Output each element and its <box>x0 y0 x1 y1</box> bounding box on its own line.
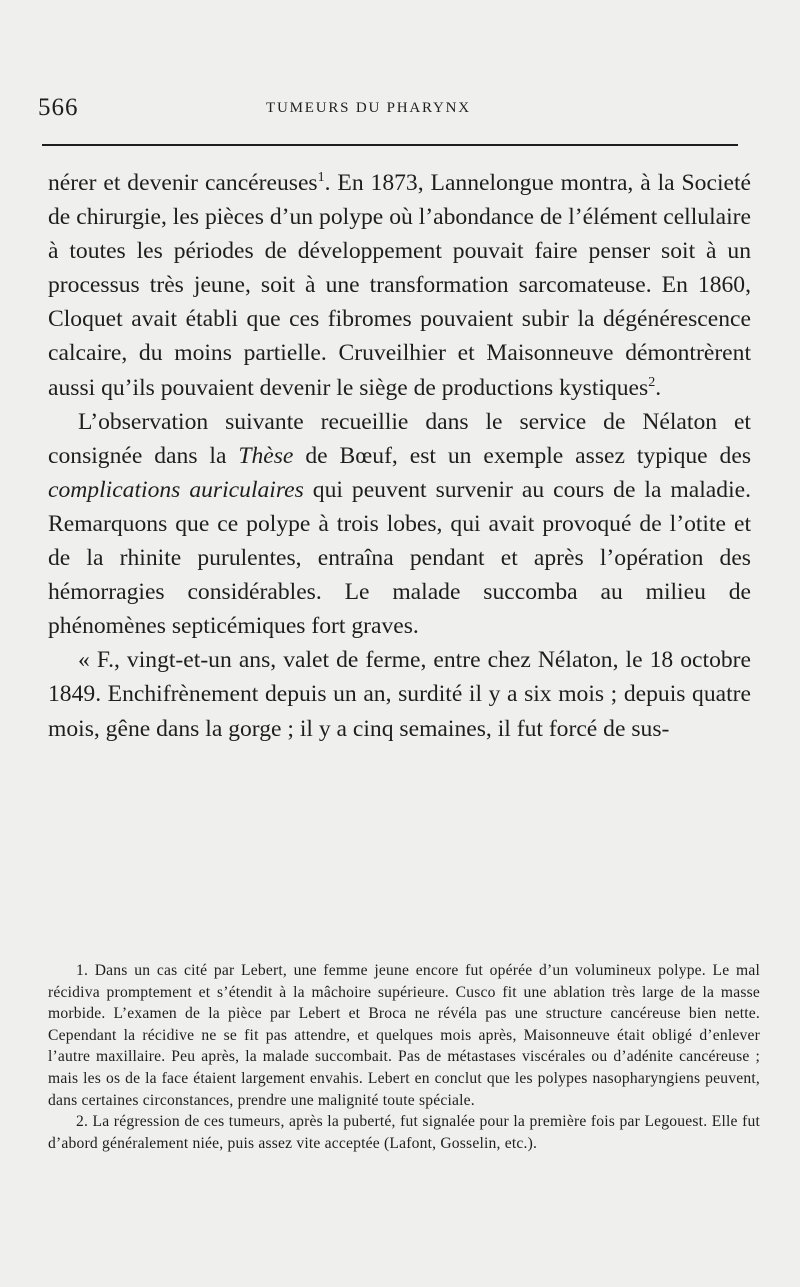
running-title: TUMEURS DU PHARYNX <box>266 100 471 116</box>
paragraph-2-text-c: qui peuvent survenir au cours de la maladie. Remarquons que ce polype à trois lobes, qui avait provoqué de l’otite et de la rhinite purulentes, entraîna pendant et après l’opération des hémorragies considérables. Le malade succomba au milieu de phénomènes septicémiques fort graves. <box>48 476 751 640</box>
paragraph-2-text-b: de Bœuf, est un exemple assez typique des <box>293 442 752 469</box>
paragraph-2-text-a: L’observation suivante recueillie dans le service de Nélaton et consignée dans la <box>48 408 751 469</box>
footnote-1: 1. Dans un cas cité par Lebert, une femme jeune encore fut opérée d’un volumineux polype. Le mal récidiva promptement et s’étendit à la mâchoire supérieure. Cusco fit une ablation très large de la masse morbide. L’examen de la pièce par Lebert et Broca ne révéla pas une structure cancéreuse bien nette. Cependant la récidive ne se fit pas attendre, et quelques mois après, Maisonneuve était obligé d’enlever l’autre maxillaire. Peu après, la malade succombait. Pas de métastases viscérales ou d’adénite cancéreuse ; mais les os de la face étaient largement envahis. Lebert en conclut que les polypes nasopharyngiens peuvent, dans certaines circonstances, prendre une malignité toute spéciale. <box>48 962 760 1109</box>
complications-italic: complications auriculaires <box>48 476 304 503</box>
paragraph-1-text-c: . <box>655 374 662 401</box>
paragraph-1-text-a: nérer et devenir cancéreuses <box>48 170 318 196</box>
page-header <box>38 94 738 128</box>
these-italic: Thèse <box>238 442 294 469</box>
page-number: 566 <box>38 94 79 121</box>
main-text <box>48 166 751 746</box>
header-rule <box>42 144 738 146</box>
footnote-ref-2: 2 <box>648 374 656 390</box>
footnote-ref-1: 1 <box>317 170 325 185</box>
footnote-2: 2. La régression de ces tumeurs, après la puberté, fut signalée pour la première fois par Legouest. Elle fut d’abord généralement niée, puis assez vite acceptée (Lafont, Gosselin, etc.). <box>48 1113 760 1152</box>
paragraph-1 <box>48 166 751 405</box>
paragraph-2 <box>48 405 751 644</box>
paragraph-3: « F., vingt-et-un ans, valet de ferme, entre chez Nélaton, le 18 octobre 1849. Enchifrènement depuis un an, surdité il y a six mois ; depuis quatre mois, gêne dans la gorge ; il y a cinq semaines, il fut forcé de sus- <box>48 647 751 742</box>
paragraph-1-text-b: . En 1873, Lannelongue montra, à la Societé de chirurgie, les pièces d’un polype où l’abondance de l’élément cellulaire à toutes les périodes de développement pouvait faire penser soit à un processus très jeune, soit à une transformation sarcomateuse. En 1860, Cloquet avait établi que ces fibromes pouvaient subir la dégénérescence calcaire, du moins partielle. Cruveilhier et Maisonneuve démontrèrent aussi qu’ils pouvaient devenir le siège de productions kystiques <box>48 170 751 401</box>
footnotes <box>48 960 760 1154</box>
